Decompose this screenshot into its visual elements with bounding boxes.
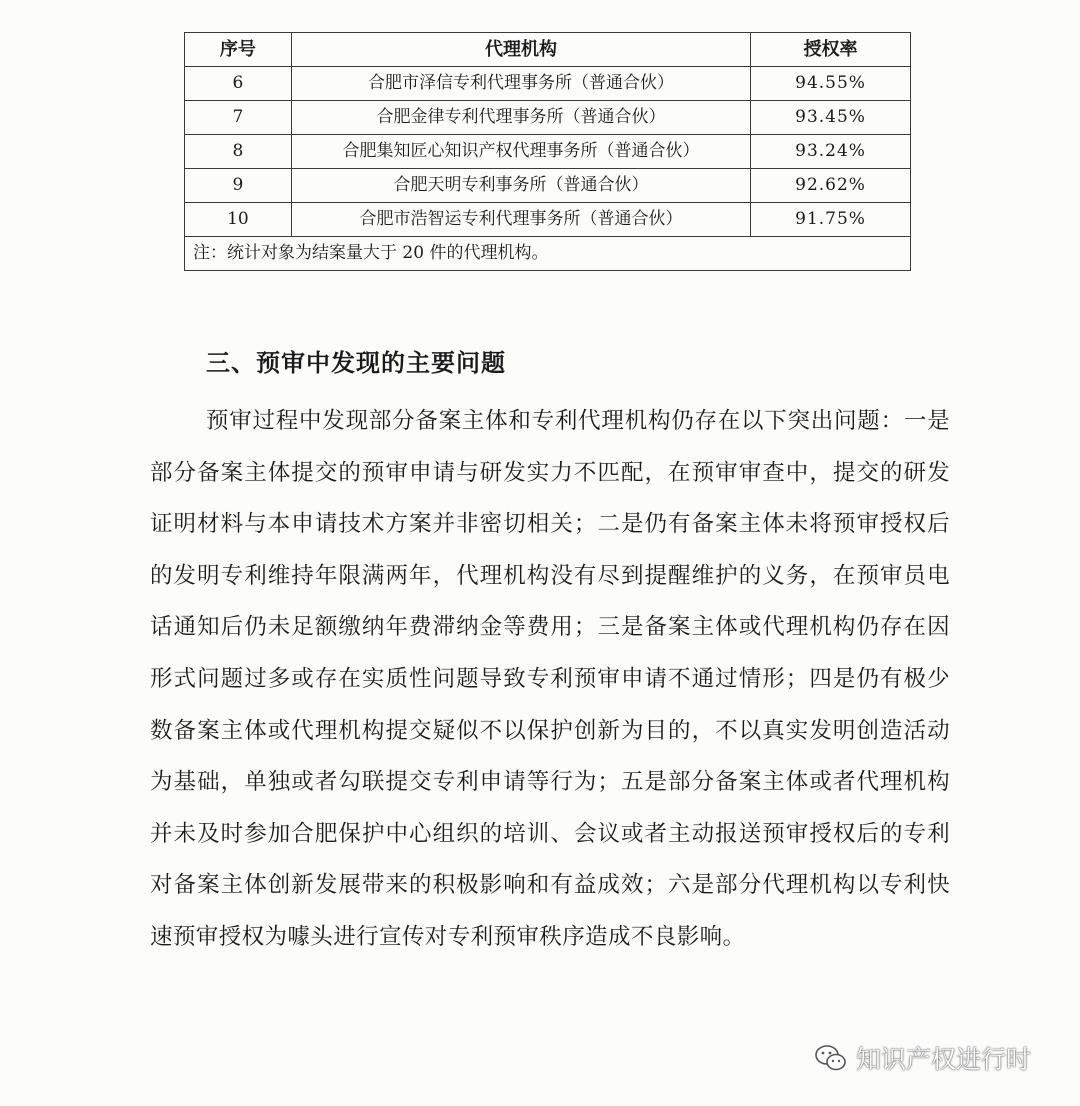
watermark-text: 知识产权进行时 [856, 1045, 1032, 1074]
agency-rate-table [184, 32, 911, 271]
section-body-paragraph: 预审过程中发现部分备案主体和专利代理机构仍存在以下突出问题：一是部分备案主体提交的预审申请与研发实力不匹配，在预审审查中，提交的研发证明材料与本申请技术方案并非密切相关；二是仍有备案主体未将预审授权后的发明专利维持年限满两年，代理机构没有尽到提醒维护的义务，在预审员电话通知后仍未足额缴纳年费滞纳金等费用；三是备案主体或代理机构仍存在因形式问题过多或存在实质性问题导致专利预审申请不通过情形；四是仍有极少数备案主体或代理机构提交疑似不以保护创新为目的，不以真实发明创造活动为基础，单独或者勾联提交专利申请等行为；五是部分备案主体或者代理机构并未及时参加合肥保护中心组织的培训、会议或者主动报送预审授权后的专利对备案主体创新发展带来的积极影响和有益成效；六是部分代理机构以专利快速预审授权为噱头进行宣传对专利预审秩序造成不良影响。 [150, 408, 950, 950]
row-agency: 合肥金律专利代理事务所（普通合伙） [291, 101, 750, 135]
row-no: 6 [185, 67, 292, 101]
row-rate: 94.55% [751, 67, 911, 101]
row-no: 8 [185, 135, 292, 169]
row-no: 7 [185, 101, 292, 135]
header-agency: 代理机构 [291, 33, 750, 67]
watermark [814, 1036, 1031, 1080]
table-row [185, 169, 911, 203]
header-no: 序号 [185, 33, 292, 67]
row-no: 10 [185, 203, 292, 237]
row-rate: 92.62% [751, 169, 911, 203]
section-heading: 三、预审中发现的主要问题 [206, 349, 506, 377]
row-rate: 93.45% [751, 101, 911, 135]
row-agency: 合肥市浩智运专利代理事务所（普通合伙） [291, 203, 750, 237]
table-row [185, 101, 911, 135]
table-note: 注：统计对象为结案量大于 20 件的代理机构。 [185, 237, 911, 271]
wechat-icon [814, 1043, 848, 1073]
table-row [185, 135, 911, 169]
row-agency: 合肥集知匠心知识产权代理事务所（普通合伙） [291, 135, 750, 169]
row-agency: 合肥天明专利事务所（普通合伙） [291, 169, 750, 203]
row-no: 9 [185, 169, 292, 203]
table-header-row [185, 33, 911, 67]
table-row [185, 203, 911, 237]
table-row [185, 67, 911, 101]
header-rate: 授权率 [751, 33, 911, 67]
row-rate: 93.24% [751, 135, 911, 169]
table-note-row [185, 237, 911, 271]
row-rate: 91.75% [751, 203, 911, 237]
row-agency: 合肥市泽信专利代理事务所（普通合伙） [291, 67, 750, 101]
